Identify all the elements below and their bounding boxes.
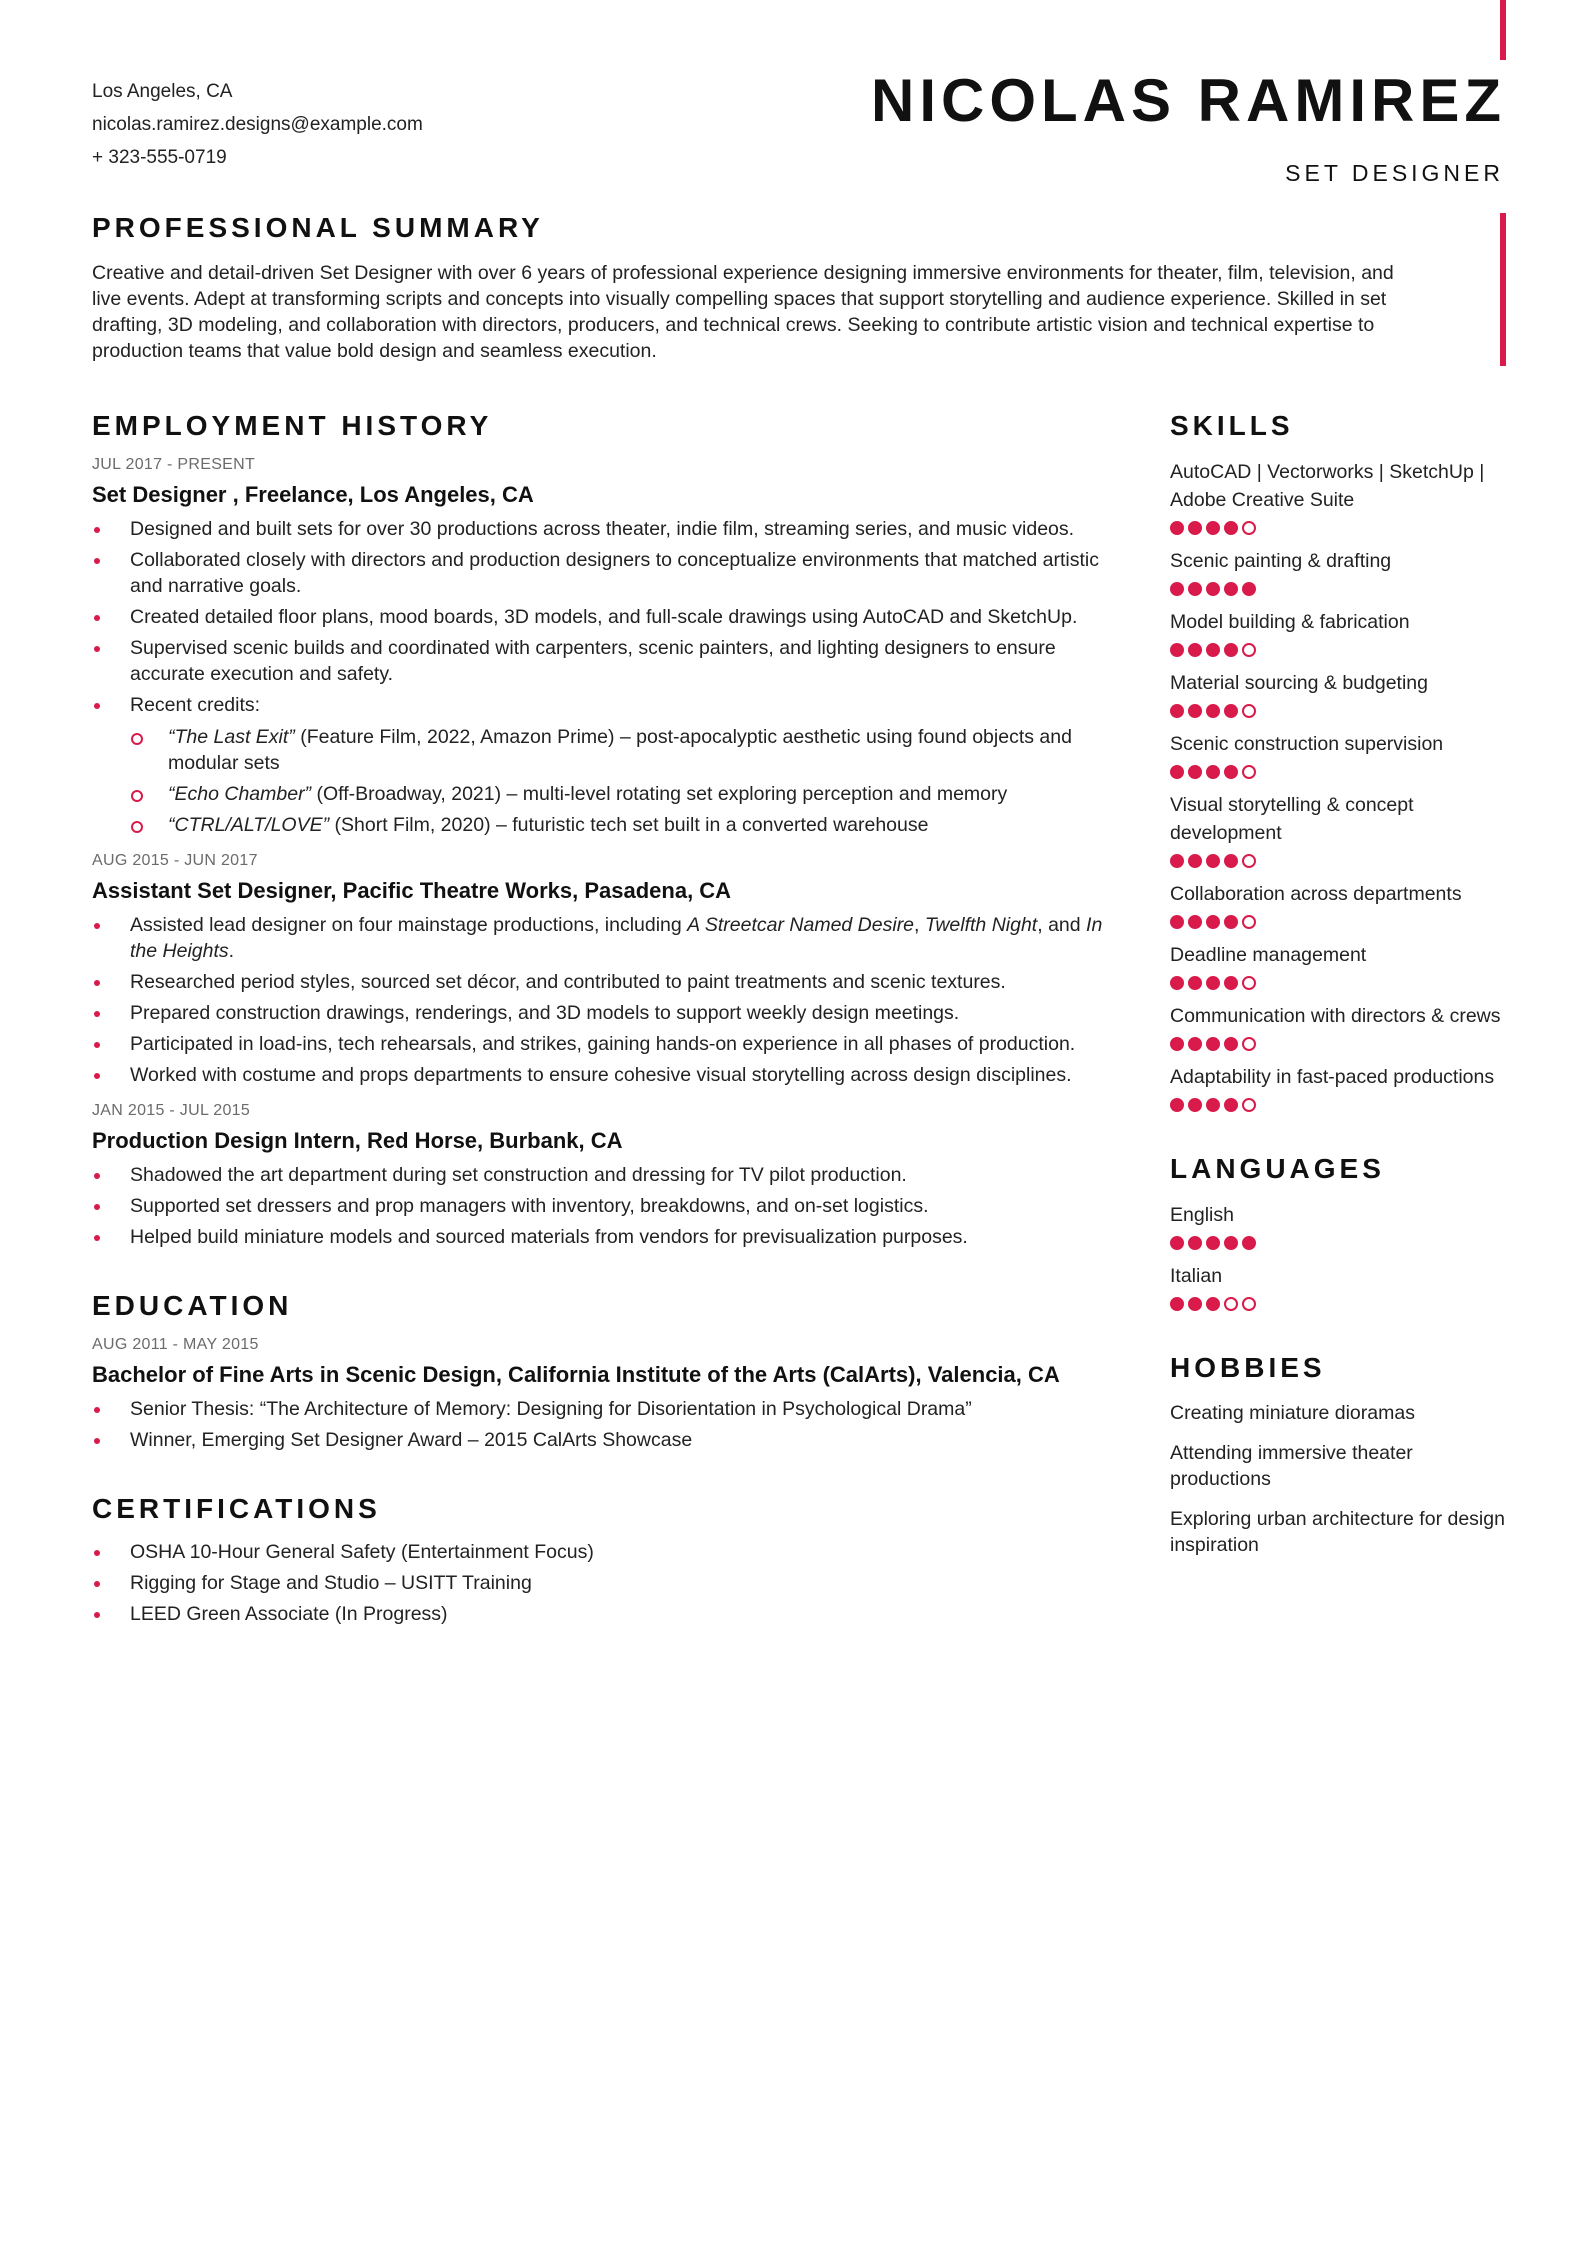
rating-dot-empty [1242,854,1256,868]
candidate-name: NICOLAS RAMIREZ [871,67,1506,134]
play-title: Twelfth Night [924,914,1038,936]
bullet-item: Researched period styles, sourced set décor, and contributed to paint treatments and scenic textures. [92,969,1127,995]
skill-item [1170,730,1510,780]
credit-item [130,724,1127,776]
certifications-heading: CERTIFICATIONS [92,1493,381,1524]
rating-dot-empty [1242,915,1256,929]
rating-dot-filled [1224,915,1238,929]
rating-dot-empty [1242,765,1256,779]
education-title: Bachelor of Fine Arts in Scenic Design, California Institute of the Arts (CalArts), Valencia, CA [92,1362,1060,1387]
skill-rating [1170,764,1510,780]
rating-dot-filled [1242,1236,1256,1250]
hobby-item: Attending immersive theater productions [1170,1442,1413,1490]
bullet-item: Shadowed the art department during set construction and dressing for TV pilot production. [92,1162,1127,1188]
skill-name: Visual storytelling & concept development [1170,794,1414,844]
rating-dot-filled [1206,765,1220,779]
job-date: JUL 2017 - PRESENT [92,456,256,473]
play-title: A Streetcar Named Desire [687,914,915,936]
rating-dot-filled [1224,1037,1238,1051]
skill-item [1170,608,1510,658]
rating-dot-filled [1224,704,1238,718]
credit-item [130,812,1127,838]
rating-dot-empty [1242,643,1256,657]
skill-rating [1170,581,1510,597]
bullet-item: Supported set dressers and prop managers with inventory, breakdowns, and on-set logistics. [92,1193,1127,1219]
contact-phone[interactable]: + 323-555-0719 [92,147,227,168]
rating-dot-filled [1224,643,1238,657]
summary-section [92,212,1412,364]
credit-title: “The Last Exit” [168,726,295,748]
language-item [1170,1262,1510,1312]
bullet-item: Winner, Emerging Set Designer Award – 2015 CalArts Showcase [92,1427,1127,1453]
rating-dot-filled [1206,854,1220,868]
rating-dot-filled [1188,582,1202,596]
bullet-item: Collaborated closely with directors and production designers to conceptualize environments that matched artistic and narrative goals. [92,547,1127,599]
rating-dot-filled [1170,704,1184,718]
bullet-item: Helped build miniature models and sourced materials from vendors for previsualization purposes. [92,1224,1127,1250]
rating-dot-filled [1188,976,1202,990]
summary-heading: PROFESSIONAL SUMMARY [92,212,544,243]
language-name: Italian [1170,1265,1223,1287]
job-bullets [92,912,1127,1088]
rating-dot-empty [1242,976,1256,990]
accent-bar-side [1500,213,1506,366]
education-entry [92,1334,1127,1453]
rating-dot-filled [1206,704,1220,718]
candidate-role: SET DESIGNER [1285,160,1504,186]
rating-dot-empty [1242,1098,1256,1112]
rating-dot-filled [1206,976,1220,990]
rating-dot-filled [1224,1236,1238,1250]
education-heading: EDUCATION [92,1290,293,1321]
side-column [1170,410,1510,1558]
credit-title: “CTRL/ALT/LOVE” [168,814,330,836]
employment-heading: EMPLOYMENT HISTORY [92,410,493,441]
skill-rating [1170,703,1510,719]
skill-rating [1170,1036,1510,1052]
rating-dot-empty [1242,1297,1256,1311]
skill-rating [1170,853,1510,869]
hobby-item: Creating miniature dioramas [1170,1402,1415,1424]
skill-rating [1170,1097,1510,1113]
skill-rating [1170,975,1510,991]
skills-heading: SKILLS [1170,410,1294,441]
bullet-text: . [228,940,235,962]
rating-dot-filled [1170,915,1184,929]
rating-dot-filled [1170,1098,1184,1112]
rating-dot-filled [1170,582,1184,596]
rating-dot-filled [1206,1236,1220,1250]
rating-dot-filled [1224,765,1238,779]
education-bullets [92,1396,1127,1453]
contact-location: Los Angeles, CA [92,81,233,102]
skill-item [1170,791,1510,869]
skills-list [1170,458,1510,1113]
skill-name: Adaptability in fast-paced productions [1170,1066,1495,1088]
job-entry [92,454,1127,838]
credit-detail: (Feature Film, 2022, Amazon Prime) – post-apocalyptic aesthetic using found objects and modular sets [168,726,1072,774]
job-bullets [92,516,1127,838]
skill-name: Deadline management [1170,944,1367,966]
job-title: Set Designer , Freelance, Los Angeles, CA [92,482,534,507]
rating-dot-filled [1224,854,1238,868]
job-entry [92,1100,1127,1250]
rating-dot-filled [1206,915,1220,929]
credit-item [130,781,1127,807]
bullet-text: Assisted lead designer on four mainstage productions, including [130,914,688,936]
language-name: English [1170,1204,1234,1226]
skill-name: Communication with directors & crews [1170,1005,1501,1027]
play-title: In the Heights [130,914,1103,962]
rating-dot-filled [1206,1098,1220,1112]
job-date: AUG 2015 - JUN 2017 [92,852,258,869]
job-title: Assistant Set Designer, Pacific Theatre Works, Pasadena, CA [92,878,732,903]
rating-dot-filled [1170,1297,1184,1311]
accent-bar-top [1500,0,1506,60]
rating-dot-filled [1224,1098,1238,1112]
rating-dot-filled [1206,521,1220,535]
education-date: AUG 2011 - MAY 2015 [92,1336,259,1353]
credit-detail: (Short Film, 2020) – futuristic tech set built in a converted warehouse [329,814,929,836]
skill-name: Scenic painting & drafting [1170,550,1392,572]
rating-dot-filled [1170,521,1184,535]
rating-dot-filled [1242,582,1256,596]
certifications-list [92,1539,1127,1627]
rating-dot-filled [1188,1297,1202,1311]
skill-rating [1170,914,1510,930]
credits-label: Recent credits: [130,694,261,716]
rating-dot-filled [1188,521,1202,535]
hobby-item: Exploring urban architecture for design inspiration [1170,1508,1505,1556]
rating-dot-filled [1206,1297,1220,1311]
skill-item [1170,458,1510,536]
language-item [1170,1201,1510,1251]
bullet-text: , [914,914,925,936]
skill-item [1170,669,1510,719]
bullet-item: Participated in load-ins, tech rehearsals, and strikes, gaining hands-on experience in all phases of production. [92,1031,1127,1057]
rating-dot-filled [1170,976,1184,990]
bullet-item: Supervised scenic builds and coordinated with carpenters, scenic painters, and lighting designers to ensure accurate execution and safety. [92,635,1127,687]
bullet-text: , and [1037,914,1087,936]
skill-item [1170,547,1510,597]
rating-dot-filled [1206,582,1220,596]
summary-text: Creative and detail-driven Set Designer with over 6 years of professional experience designing immersive environments for theater, film, television, and live events. Adept at transforming scripts and concepts into visually compelling spaces that support storytelling and audience experience. Skilled in set drafting, 3D modeling, and collaboration with directors, producers, and technical crews. Seeking to contribute artistic vision and technical expertise to production teams that value bold design and seamless execution. [92,262,1394,362]
rating-dot-empty [1242,521,1256,535]
rating-dot-filled [1224,976,1238,990]
languages-list [1170,1201,1510,1312]
skill-item [1170,1063,1510,1113]
skill-name: Model building & fabrication [1170,611,1410,633]
languages-heading: LANGUAGES [1170,1153,1385,1184]
rating-dot-empty [1242,704,1256,718]
rating-dot-filled [1170,854,1184,868]
language-rating [1170,1296,1510,1312]
job-title: Production Design Intern, Red Horse, Burbank, CA [92,1128,623,1153]
bullet-item: Designed and built sets for over 30 productions across theater, indie film, streaming series, and music videos. [92,516,1127,542]
bullet-item: OSHA 10-Hour General Safety (Entertainment Focus) [92,1539,1127,1565]
skill-name: AutoCAD | Vectorworks | SketchUp | Adobe Creative Suite [1170,461,1485,511]
skill-rating [1170,520,1510,536]
skill-item [1170,941,1510,991]
rating-dot-filled [1188,915,1202,929]
contact-info [92,75,423,174]
rating-dot-filled [1224,521,1238,535]
job-bullets [92,1162,1127,1250]
job-date: JAN 2015 - JUL 2015 [92,1102,251,1119]
rating-dot-filled [1206,643,1220,657]
rating-dot-filled [1170,765,1184,779]
credits-list [130,724,1127,838]
bullet-item: Worked with costume and props departments to ensure cohesive visual storytelling across design disciplines. [92,1062,1127,1088]
skill-item [1170,880,1510,930]
skill-name: Scenic construction supervision [1170,733,1444,755]
main-column [92,410,1127,1632]
rating-dot-filled [1170,1236,1184,1250]
rating-dot-filled [1170,643,1184,657]
bullet-item: Created detailed floor plans, mood boards, 3D models, and full-scale drawings using AutoCAD and SketchUp. [92,604,1127,630]
credit-detail: (Off-Broadway, 2021) – multi-level rotating set exploring perception and memory [311,783,1008,805]
bullet-item-credits [92,692,1127,838]
rating-dot-empty [1242,1037,1256,1051]
contact-email[interactable]: nicolas.ramirez.designs@example.com [92,114,423,135]
rating-dot-filled [1170,1037,1184,1051]
credit-title: “Echo Chamber” [168,783,312,805]
rating-dot-filled [1188,1037,1202,1051]
rating-dot-filled [1188,854,1202,868]
job-entry [92,850,1127,1088]
rating-dot-filled [1206,1037,1220,1051]
rating-dot-empty [1224,1297,1238,1311]
rating-dot-filled [1188,1236,1202,1250]
rating-dot-filled [1188,704,1202,718]
bullet-item: Prepared construction drawings, renderings, and 3D models to support weekly design meetings. [92,1000,1127,1026]
skill-name: Material sourcing & budgeting [1170,672,1428,694]
rating-dot-filled [1224,582,1238,596]
skill-name: Collaboration across departments [1170,883,1462,905]
skill-item [1170,1002,1510,1052]
bullet-item [92,912,1127,964]
rating-dot-filled [1188,643,1202,657]
rating-dot-filled [1188,765,1202,779]
hobbies-list [1170,1400,1510,1558]
rating-dot-filled [1188,1098,1202,1112]
hobbies-heading: HOBBIES [1170,1352,1326,1383]
skill-rating [1170,642,1510,658]
bullet-item: Senior Thesis: “The Architecture of Memory: Designing for Disorientation in Psychological Drama” [92,1396,1127,1422]
language-rating [1170,1235,1510,1251]
bullet-item: Rigging for Stage and Studio – USITT Training [92,1570,1127,1596]
bullet-item: LEED Green Associate (In Progress) [92,1601,1127,1627]
